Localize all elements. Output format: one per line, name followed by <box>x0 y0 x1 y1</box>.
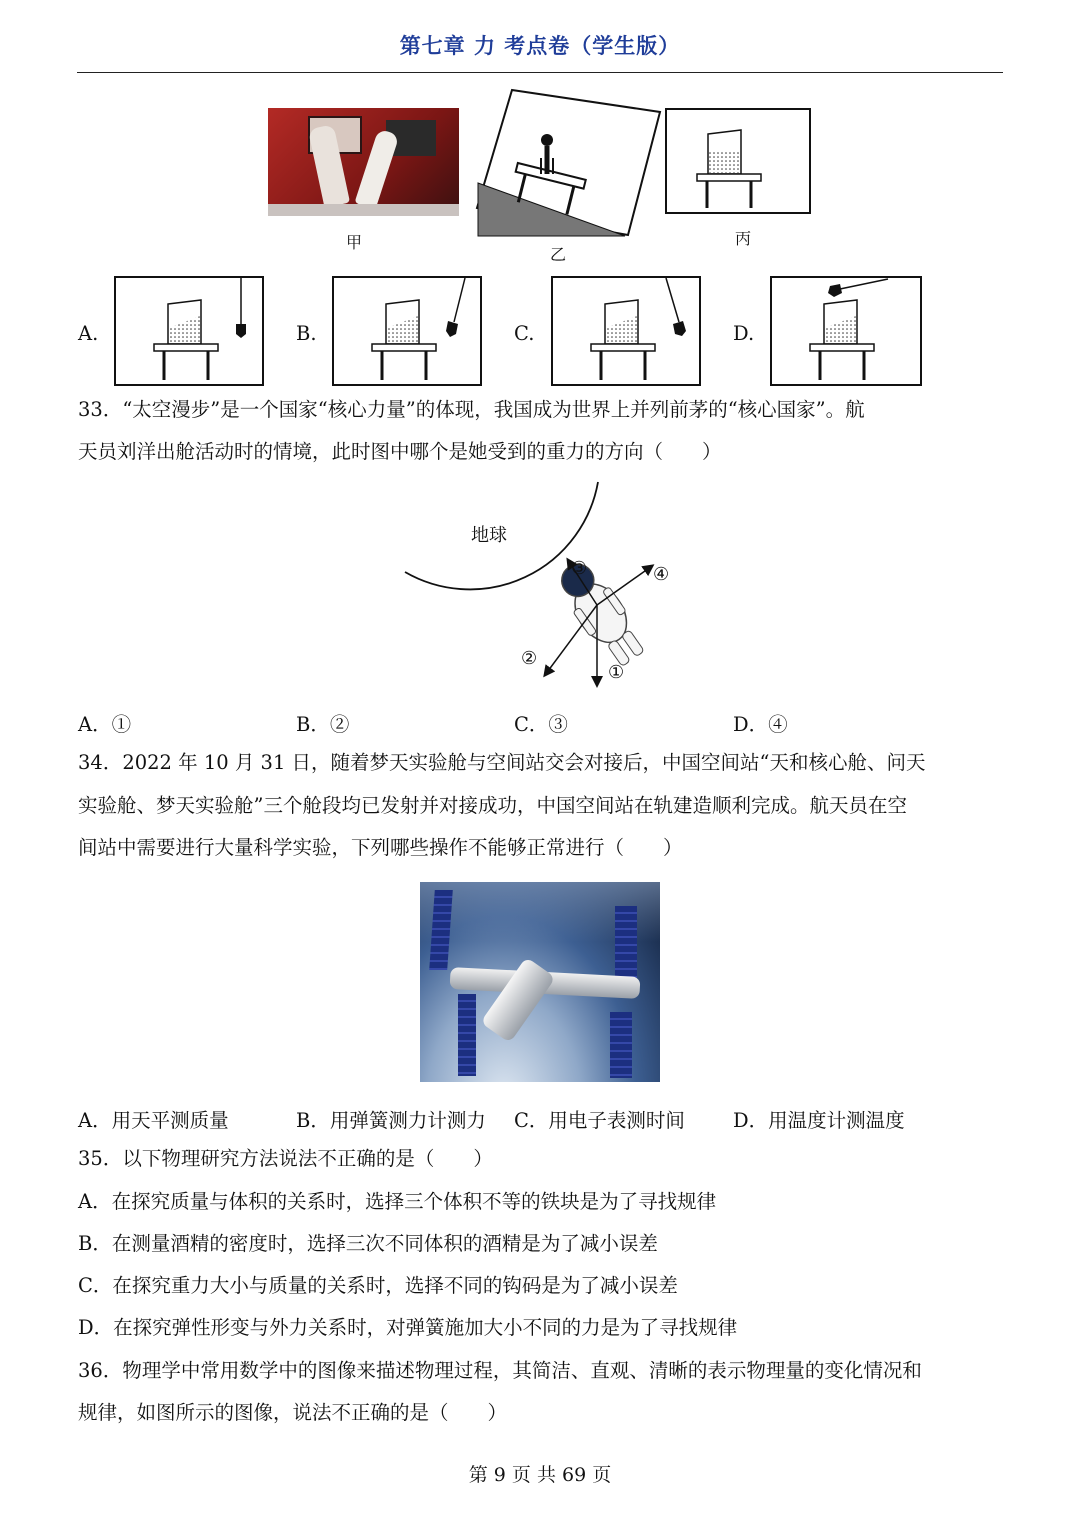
header-divider <box>77 72 1003 73</box>
q32-option-b[interactable]: B. <box>296 322 317 345</box>
q34-option-b[interactable]: B．用弹簧测力计测力 <box>296 1109 486 1132</box>
q35-option-b[interactable]: B．在测量酒精的密度时，选择三次不同体积的酒精是为了减小误差 <box>78 1232 658 1255</box>
q35-stem: 35．以下物理研究方法说法不正确的是（ ） <box>78 1147 493 1170</box>
q34-stem-line-3: 间站中需要进行大量科学实验，下列哪些操作不能够正常进行（ ） <box>78 836 683 859</box>
q33-arrow-label-3: ③ <box>571 558 588 579</box>
q32-option-a[interactable]: A. <box>78 322 99 345</box>
q33-astronaut-figure <box>400 480 690 690</box>
q32-option-c-figure <box>551 276 701 386</box>
q33-stem-line-2: 天员刘洋出舱活动时的情境，此时图中哪个是她受到的重力的方向（ ） <box>78 440 722 463</box>
page-header-title: 第七章 力 考点卷（学生版） <box>399 33 681 58</box>
q33-option-d[interactable]: D．④ <box>733 713 788 736</box>
figure-label-jia: 甲 <box>346 233 363 252</box>
figure-bing-frame <box>665 108 811 214</box>
q34-space-station-photo <box>420 882 660 1082</box>
q35-option-d[interactable]: D．在探究弹性形变与外力关系时，对弹簧施加大小不同的力是为了寻找规律 <box>78 1316 738 1339</box>
q32-option-d-figure <box>770 276 922 386</box>
q34-option-d[interactable]: D．用温度计测温度 <box>733 1109 905 1132</box>
q33-arrow-label-1: ① <box>608 662 625 683</box>
page-number: 第 9 页 共 69 页 <box>468 1464 612 1486</box>
q34-stem-line-1: 34．2022 年 10 月 31 日，随着梦天实验舱与空间站交会对接后，中国空间站“天和核心舱、问天 <box>78 751 926 774</box>
figure-label-bing: 丙 <box>735 229 752 248</box>
q33-earth-label: 地球 <box>471 525 507 546</box>
q36-stem-line-2: 规律，如图所示的图像，说法不正确的是（ ） <box>78 1401 508 1424</box>
q33-arrow-label-2: ② <box>521 648 538 669</box>
q34-option-c[interactable]: C．用电子表测时间 <box>514 1109 685 1132</box>
q33-option-b[interactable]: B．② <box>296 713 350 736</box>
q32-option-a-figure <box>114 276 264 386</box>
q33-option-c[interactable]: C．③ <box>514 713 568 736</box>
q32-option-b-figure <box>332 276 482 386</box>
q32-option-c[interactable]: C. <box>514 322 535 345</box>
q33-arrow-label-4: ④ <box>653 564 670 585</box>
q35-option-a[interactable]: A．在探究质量与体积的关系时，选择三个体积不等的铁块是为了寻找规律 <box>78 1190 717 1213</box>
q33-option-a[interactable]: A．① <box>78 713 132 736</box>
q32-option-d[interactable]: D. <box>733 322 755 345</box>
figure-jia-photo <box>268 108 459 216</box>
q34-stem-line-2: 实验舱、梦天实验舱”三个舱段均已发射并对接成功，中国空间站在轨建造顺利完成。航天员在空 <box>78 794 907 817</box>
q36-stem-line-1: 36．物理学中常用数学中的图像来描述物理过程，其简洁、直观、清晰的表示物理量的变化情况和 <box>78 1359 922 1382</box>
q35-option-c[interactable]: C．在探究重力大小与质量的关系时，选择不同的钩码是为了减小误差 <box>78 1274 678 1297</box>
q33-stem-line-1: 33．“太空漫步”是一个国家“核心力量”的体现，我国成为世界上并列前茅的“核心国家”。航 <box>78 398 865 421</box>
q34-option-a[interactable]: A．用天平测质量 <box>78 1109 229 1132</box>
figure-yi-tilted-frame <box>470 88 670 243</box>
figure-label-yi: 乙 <box>550 245 567 264</box>
